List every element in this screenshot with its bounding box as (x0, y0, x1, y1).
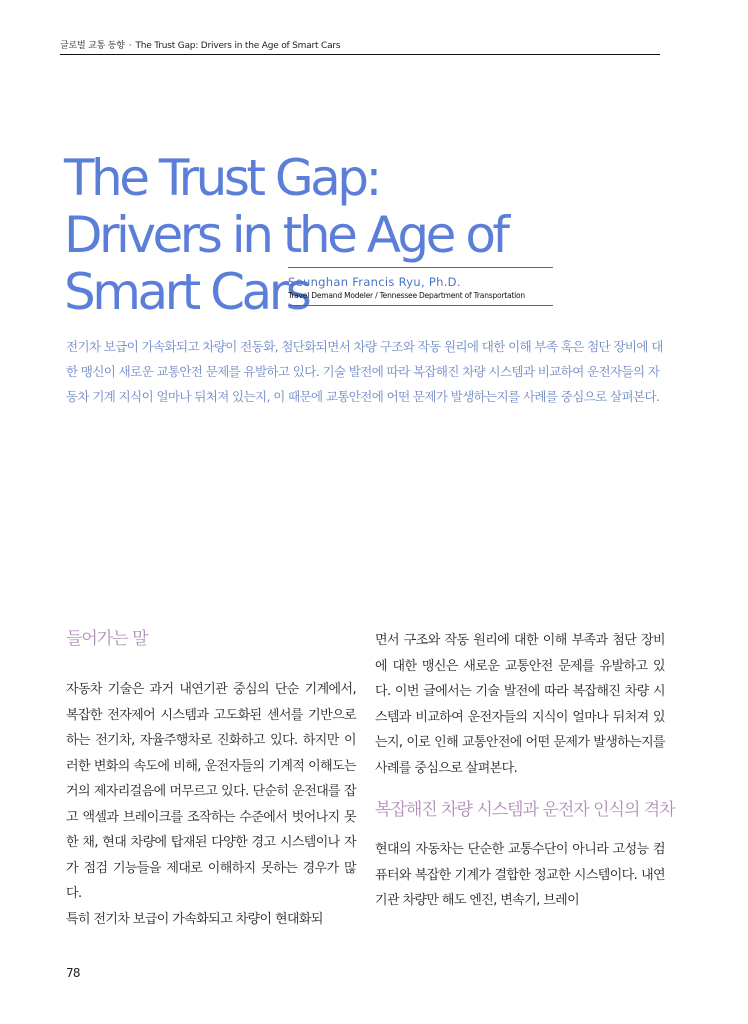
body-paragraph-continued: 면서 구조와 작동 원리에 대한 이해 부족과 첨단 장비에 대한 맹신은 새로운 교통안전 문제를 유발하고 있다. 이번 글에서는 기술 발전에 따라 복잡해진 차량 시스템과 비교하여 운전자들의 지식이 얼마나 뒤처져 있는지, 이로 인해 교통안전에 어떤 문제가 발생하는지를 사례를 중심으로 살펴본다. (375, 633, 665, 776)
title-line-2: Drivers in the Age of (64, 206, 507, 264)
abstract: 전기차 보급이 가속화되고 차량이 전동화, 첨단화되면서 차량 구조와 작동 원리에 대한 이해 부족 혹은 첨단 장비에 대한 맹신이 새로운 교통안전 문제를 유발하고 있다. 기술 발전에 따라 복잡해진 차량 시스템과 비교하여 운전자들의 자동차 기계 지식이 얼마나 뒤처져 있는지, 이 때문에 교통안전에 어떤 문제가 발생하는지를 사례를 중심으로 살펴본다. (66, 339, 663, 404)
page-number: 78 (66, 966, 80, 980)
header-rule (60, 54, 660, 55)
body-paragraph: 현대의 자동차는 단순한 교통수단이 아니라 고성능 컴퓨터와 복잡한 기계가 결합한 정교한 시스템이다. 내연기관 차량만 해도 엔진, 변속기, 브레이 (375, 842, 665, 908)
section-heading-intro: 들어가는 말 (66, 629, 148, 649)
body-column-right (375, 628, 675, 914)
title-line-1: The Trust Gap: (64, 149, 379, 207)
running-header-article-title: The Trust Gap: Drivers in the Age of Smart Cars (135, 41, 341, 51)
author-affiliation: Travel Demand Modeler / Tennessee Department of Transportation (288, 291, 525, 300)
author-block (288, 267, 553, 306)
running-header-separator: · (128, 41, 132, 51)
body-paragraph (66, 907, 356, 933)
running-header (60, 38, 340, 51)
section-heading-gap: 복잡해진 차량 시스템과 운전자 인식의 격차 (375, 800, 675, 820)
body-column-left (66, 628, 356, 932)
author-name: Seunghan Francis Ryu, Ph.D. (288, 275, 461, 289)
title-line-3: Smart Cars (64, 263, 309, 321)
body-paragraph: 자동차 기술은 과거 내연기관 중심의 단순 기계에서, 복잡한 전자제어 시스템과 고도화된 센서를 기반으로 하는 전기차, 자율주행차로 진화하고 있다. 하지만 이러한 변화의 속도에 비해, 운전자들의 기계적 이해도는 거의 제자리걸음에 머무르고 있다. 단순히 운전대를 잡고 액셀과 브레이크를 조작하는 수준에서 벗어나지 못한 채, 현대 차량에 탑재된 다양한 경고 시스템이나 자가 점검 기능들을 제대로 이해하지 못하는 경우가 많다. (66, 682, 356, 901)
running-header-section: 글로벌 교통 동향 (60, 41, 125, 51)
body-paragraph-continued-start: 특히 전기차 보급이 가속화되고 차량이 현대화되 (66, 911, 323, 927)
